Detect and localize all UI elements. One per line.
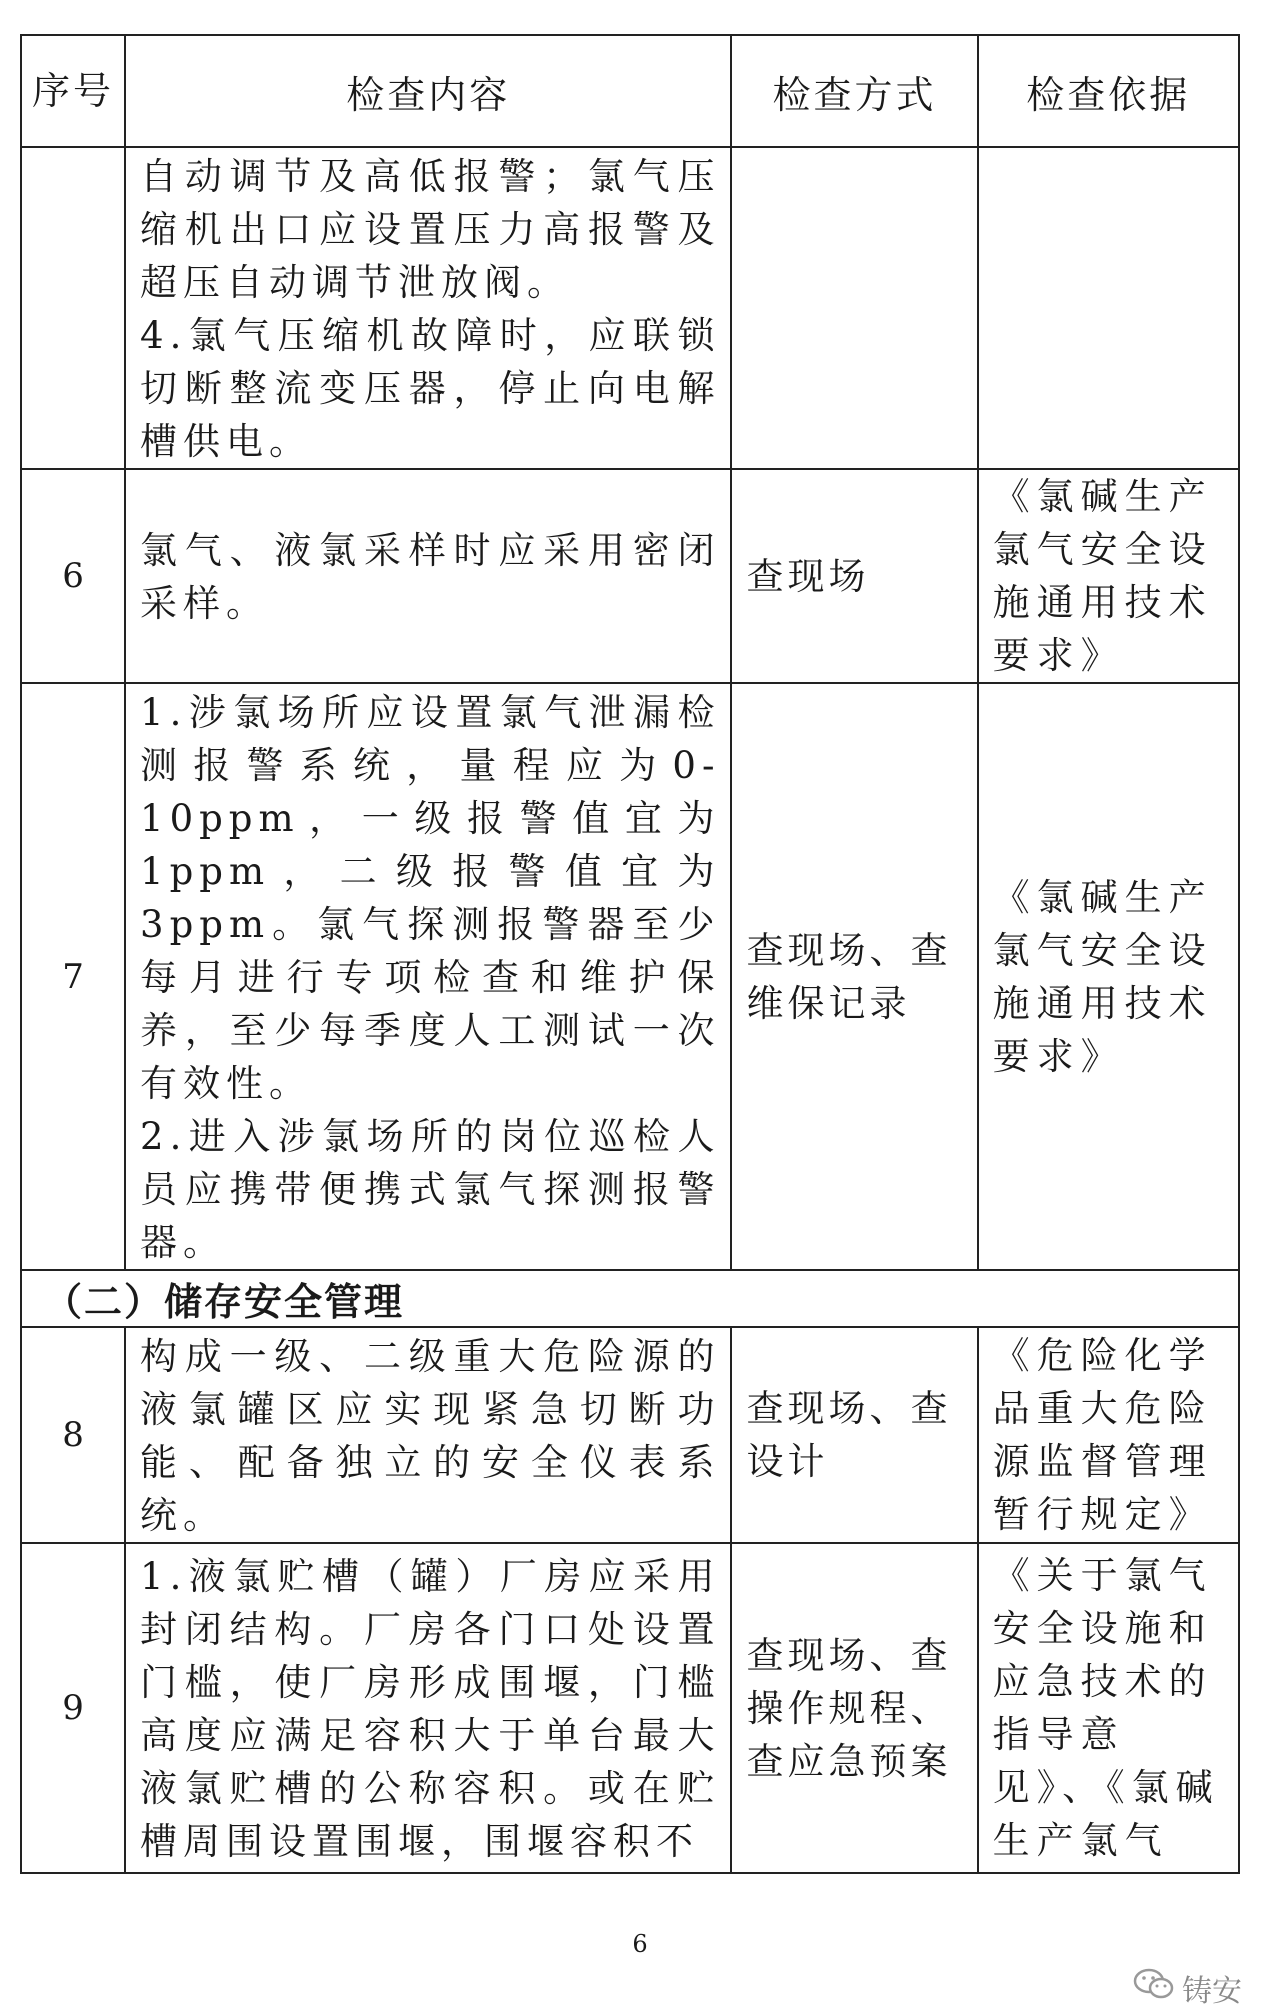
row-basis: 《关于氯气安全设施和应急技术的指导意见》、《氯碱生产氯气 xyxy=(978,1543,1239,1873)
row-basis: 《危险化学品重大危险源监督管理暂行规定》 xyxy=(978,1327,1239,1543)
table-row xyxy=(21,1327,1239,1543)
row-method: 查现场、查维保记录 xyxy=(731,683,977,1270)
row-method: 查现场 xyxy=(731,469,977,683)
header-method: 检查方式 xyxy=(731,35,977,147)
row-number: 8 xyxy=(21,1327,125,1543)
header-seq: 序号 xyxy=(21,35,125,147)
row-basis: 《氯碱生产氯气安全设施通用技术要求》 xyxy=(978,683,1239,1270)
header-row xyxy=(21,35,1239,147)
table-row xyxy=(21,1543,1239,1873)
page-number: 6 xyxy=(632,1930,648,1958)
row-method xyxy=(731,147,977,469)
inspection-table xyxy=(20,34,1240,1874)
row-basis xyxy=(978,147,1239,469)
row-number: 7 xyxy=(21,683,125,1270)
row-content: 构成一级、二级重大危险源的液氯罐区应实现紧急切断功能、配备独立的安全仪表系统。 xyxy=(125,1327,731,1543)
wechat-icon xyxy=(1132,1967,1176,2009)
row-content: 自动调节及高低报警；氯气压缩机出口应设置压力高报警及超压自动调节泄放阀。 4.氯气压缩机故障时，应联锁切断整流变压器，停止向电解槽供电。 xyxy=(125,147,731,469)
row-basis: 《氯碱生产氯气安全设施通用技术要求》 xyxy=(978,469,1239,683)
watermark-text: 铸安 xyxy=(1182,1974,1242,2009)
header-content: 检查内容 xyxy=(125,35,731,147)
row-method: 查现场、查设计 xyxy=(731,1327,977,1543)
table-row xyxy=(21,683,1239,1270)
table-row xyxy=(21,469,1239,683)
row-number: 9 xyxy=(21,1543,125,1873)
row-content: 1.涉氯场所应设置氯气泄漏检测报警系统，量程应为0-10ppm，一级报警值宜为1ppm，二级报警值宜为3ppm。氯气探测报警器至少每月进行专项检查和维护保养，至少每季度人工测试一次有效性。 2.进入涉氯场所的岗位巡检人员应携带便携式氯气探测报警器。 xyxy=(125,683,731,1270)
watermark xyxy=(1132,1966,1242,2010)
row-number: 6 xyxy=(21,469,125,683)
row-number xyxy=(21,147,125,469)
section-title: （二）储存安全管理 xyxy=(21,1270,1239,1327)
row-content: 1.液氯贮槽（罐）厂房应采用封闭结构。厂房各门口处设置门槛，使厂房形成围堰，门槛高度应满足容积大于单台最大液氯贮槽的公称容积。或在贮槽周围设置围堰，围堰容积不 xyxy=(125,1543,731,1873)
row-method: 查现场、查操作规程、查应急预案 xyxy=(731,1543,977,1873)
row-content: 氯气、液氯采样时应采用密闭采样。 xyxy=(125,469,731,683)
header-basis: 检查依据 xyxy=(978,35,1239,147)
table-row xyxy=(21,147,1239,469)
section-row xyxy=(21,1270,1239,1327)
